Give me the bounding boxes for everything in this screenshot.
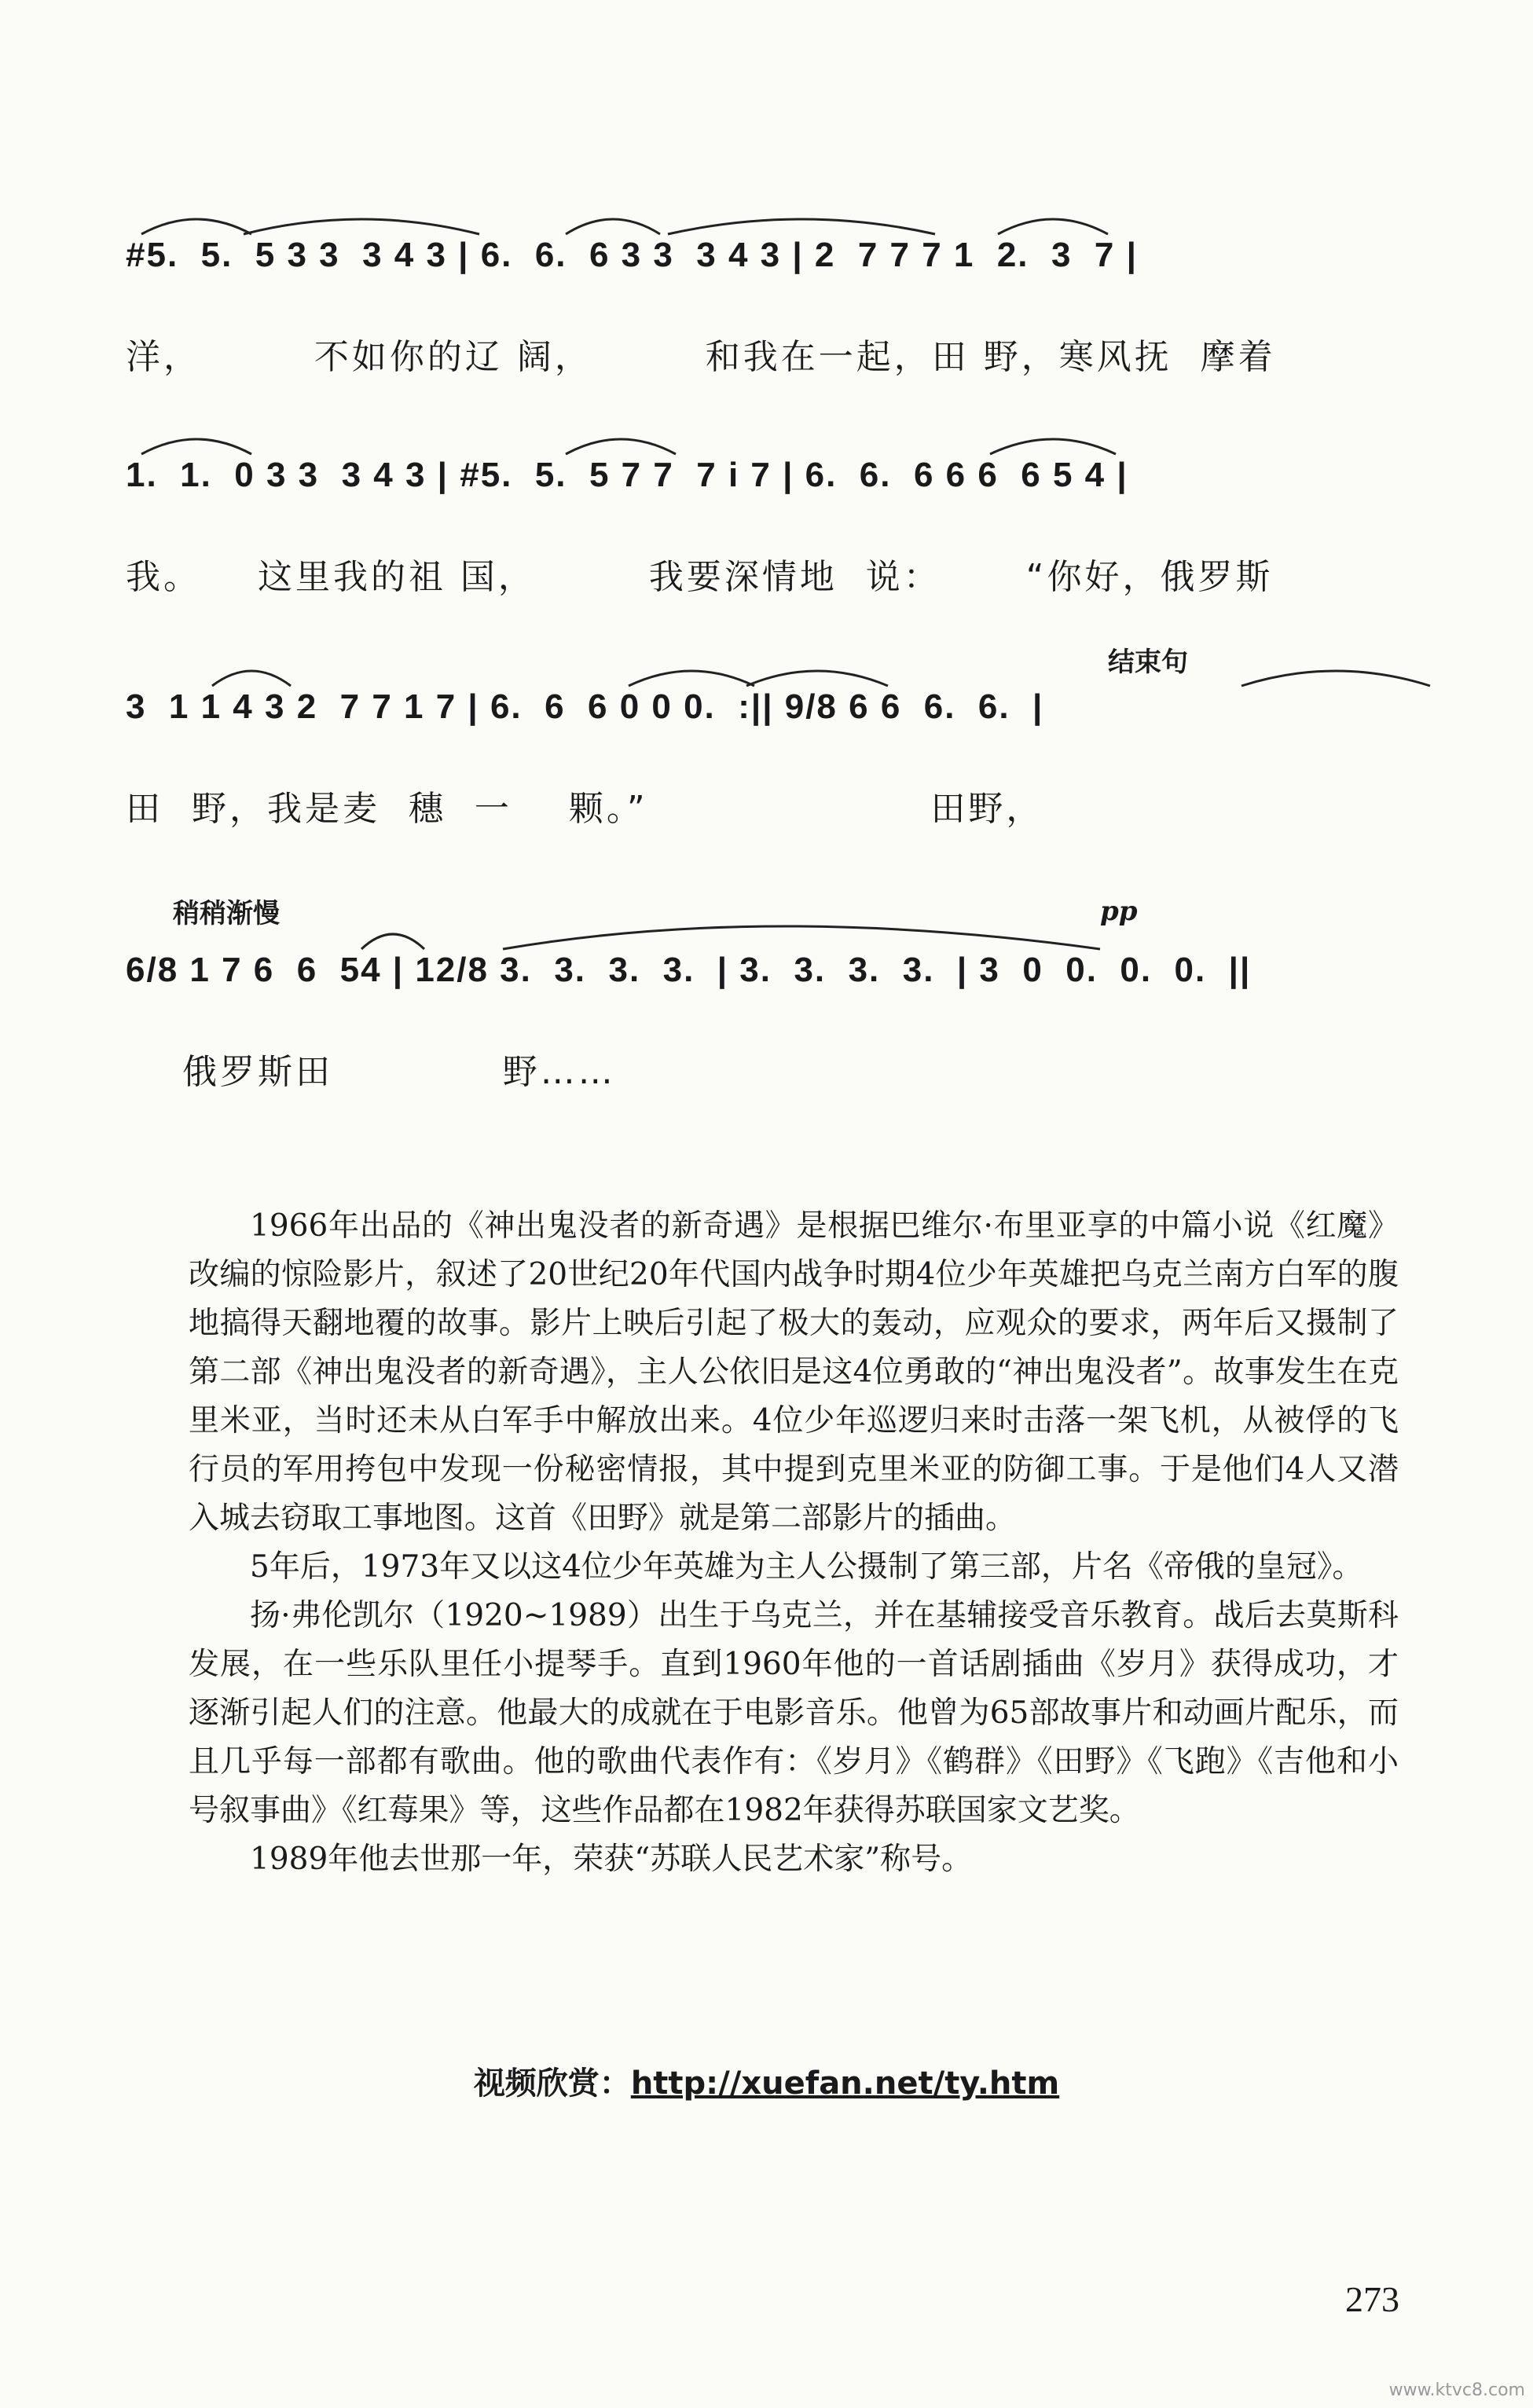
tempo-marking: 稍稍渐慢: [173, 898, 280, 929]
paragraph: 5年后，1973年又以这4位少年英雄为主人公摄制了第三部，片名《帝俄的皇冠》。: [250, 1549, 1363, 1585]
video-label: 视频欣赏：: [473, 2065, 631, 2102]
lyrics-line: 我。 这里我的祖 国， 我要深情地 说： “你好，俄罗斯: [126, 557, 1274, 597]
score-system-3: [126, 684, 1399, 833]
score-system-2: [126, 452, 1399, 601]
video-link-line: [0, 2058, 1533, 2103]
notation-line: 1. 1. 0 3 3 3 4 3 | #5. 5. 5 7 7 7 i 7 | 6. 6. 6 6 6 6 5 4 |: [126, 456, 1128, 494]
score-system-1: [126, 232, 1399, 381]
page-number: 273: [1345, 2279, 1399, 2319]
score-system-4: [126, 947, 1399, 1096]
lyrics-line: 田 野，我是麦 穗 一 颗。” 田野，: [126, 789, 1044, 829]
notation-line: 6/8 1 7 6 6 54 | 12/8 3. 3. 3. 3. | 3. 3. 3. 3. | 3 0 0. 0. 0. ||: [126, 951, 1252, 989]
slurs-system-1: [126, 204, 1399, 236]
notation-line: #5. 5. 5 3 3 3 4 3 | 6. 6. 6 3 3 3 4 3 | 2 7 7 7 1 2. 3 7 |: [126, 236, 1138, 274]
notation-line: 3 1 1 4 3 2 7 7 1 7 | 6. 6 6 0 0 0. :|| 9/8 6 6 6. 6. |: [126, 687, 1044, 726]
slurs-system-4: [126, 919, 1399, 951]
dynamic-marking: pp: [1100, 896, 1138, 927]
paragraph: 1989年他去世那一年，荣获“苏联人民艺术家”称号。: [250, 1842, 973, 1877]
article-body: [189, 1202, 1399, 1884]
video-url-link[interactable]: http://xuefan.net/ty.htm: [630, 2065, 1060, 2102]
watermark: www.ktvc8.com: [1388, 2381, 1525, 2400]
lyrics-line: 俄罗斯田 野……: [126, 1052, 616, 1092]
ending-marking: 结束句: [1108, 647, 1188, 678]
paragraph: 1966年出品的《神出鬼没者的新奇遇》是根据巴维尔·布里亚享的中篇小说《红魔》改编的惊险影片，叙述了20世纪20年代国内战争时期4位少年英雄把乌克兰南方白军的腹地搞得天翻地覆的故事。影片上映后引起了极大的轰动，应观众的要求，两年后又摄制了第二部《神出鬼没者的新奇遇》，主人公依旧是这4位勇敢的“神出鬼没者”。故事发生在克里米亚，当时还未从白军手中解放出来。4位少年巡逻归来时击落一架飞机，从被俘的飞行员的军用挎包中发现一份秘密情报，其中提到克里米亚的防御工事。于是他们4人又潜入城去窃取工事地图。这首《田野》就是第二部影片的插曲。: [189, 1208, 1399, 1536]
paragraph: 扬·弗伦凯尔（1920~1989）出生于乌克兰，并在基辅接受音乐教育。战后去莫斯科发展，在一些乐队里任小提琴手。直到1960年他的一首话剧插曲《岁月》获得成功，才逐渐引起人们的注意。他最大的成就在于电影音乐。他曾为65部故事片和动画片配乐，而且几乎每一部都有歌曲。他的歌曲代表作有：《岁月》《鹤群》《田野》《飞跑》《吉他和小号叙事曲》《红莓果》等，这些作品都在1982年获得苏联国家文艺奖。: [189, 1598, 1399, 1828]
lyrics-line: 洋， 不如你的辽 阔， 和我在一起，田 野，寒风抚 摩着: [126, 337, 1276, 377]
slurs-system-2: [126, 424, 1399, 456]
slurs-system-3: [126, 656, 1399, 687]
